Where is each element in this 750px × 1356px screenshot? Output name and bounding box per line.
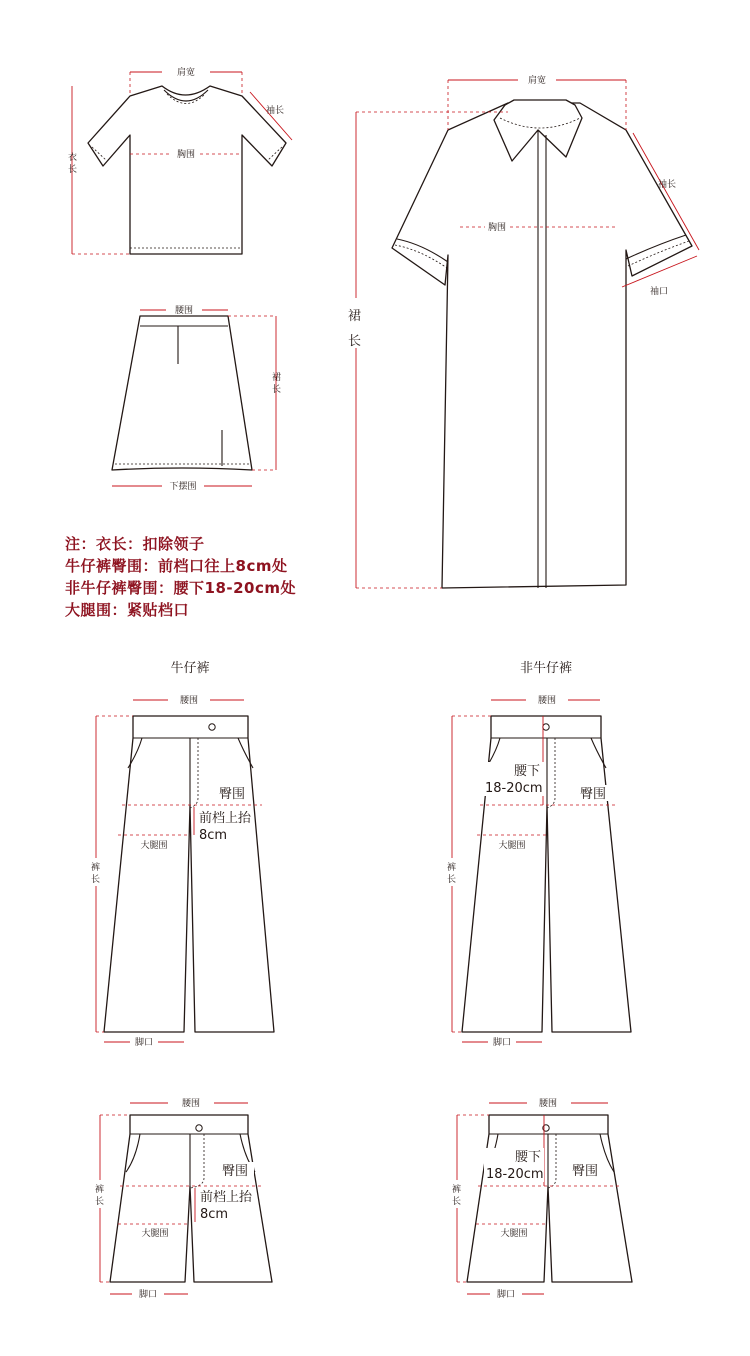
jeans-shorts-length-label-1: 裤 xyxy=(95,1185,105,1195)
non-jeans-shorts-hip-note-2: 18-20cm xyxy=(486,1167,544,1182)
non-jeans-shorts-diagram xyxy=(449,1098,632,1300)
jeans-length-label-2: 长 xyxy=(91,875,101,885)
non-jeans-waist-label: 腰围 xyxy=(537,696,557,706)
jeans-shorts-hip-note-2: 8cm xyxy=(200,1207,229,1222)
jeans-hip-label: 臀围 xyxy=(219,787,246,802)
tshirt-diagram xyxy=(68,66,292,254)
jeans-shorts-hip-label: 臀围 xyxy=(222,1164,249,1179)
jeans-shorts-button xyxy=(196,1125,202,1131)
jeans-shorts-length-label-2: 长 xyxy=(95,1197,105,1207)
jeans-shorts-waist-label: 腰围 xyxy=(181,1099,201,1109)
non-jeans-diagram xyxy=(444,660,631,1048)
tshirt-length-label-2: 长 xyxy=(68,165,78,175)
jeans-shorts-leg-label: 脚口 xyxy=(138,1290,158,1300)
jeans-shorts-hip-note-1: 前档上抬 xyxy=(200,1190,253,1205)
jeans-shorts-thigh-label: 大腿围 xyxy=(141,1229,169,1239)
jeans-leg-label: 脚口 xyxy=(134,1038,154,1048)
jeans-shorts-diagram xyxy=(92,1098,272,1300)
dress-length-label-2: 长 xyxy=(348,334,362,349)
tshirt-length-label-1: 衣 xyxy=(68,153,78,163)
note-line-2: 牛仔裤臀围：前档口往上8cm处 xyxy=(65,557,288,575)
jeans-hip-note-2: 8cm xyxy=(199,828,228,843)
jeans-hip-note-1: 前档上抬 xyxy=(199,811,252,826)
non-jeans-hip-label: 臀围 xyxy=(580,787,607,802)
non-jeans-hip-note-1: 腰下 xyxy=(514,764,541,779)
skirt-diagram xyxy=(112,305,281,492)
non-jeans-shorts-length-label-2: 长 xyxy=(452,1197,462,1207)
tshirt-shoulder-label: 肩宽 xyxy=(176,68,196,78)
note-line-1: 注：衣长：扣除领子 xyxy=(65,535,205,553)
non-jeans-hip-note-2: 18-20cm xyxy=(485,781,543,796)
dress-length-label-1: 裙 xyxy=(348,309,362,324)
dress-diagram xyxy=(346,74,699,588)
dress-cuff-label: 袖口 xyxy=(650,287,669,297)
dress-chest-label: 胸围 xyxy=(487,223,507,233)
non-jeans-shorts-outline xyxy=(467,1115,632,1282)
non-jeans-shorts-hip-note-1: 腰下 xyxy=(515,1150,542,1165)
measurement-notes xyxy=(65,533,296,621)
non-jeans-length-label-2: 长 xyxy=(447,875,457,885)
skirt-outline xyxy=(112,316,252,470)
non-jeans-shorts-length-label-1: 裤 xyxy=(452,1185,462,1195)
skirt-length-label-1: 裙 xyxy=(272,373,282,383)
jeans-outline xyxy=(104,716,274,1032)
non-jeans-length-label-1: 裤 xyxy=(447,863,457,873)
tshirt-chest-label: 胸围 xyxy=(176,150,196,160)
non-jeans-title: 非牛仔裤 xyxy=(519,661,573,676)
note-line-3: 非牛仔裤臀围：腰下18-20cm处 xyxy=(65,579,296,597)
jeans-diagram xyxy=(88,660,274,1048)
jeans-title: 牛仔裤 xyxy=(170,661,210,676)
non-jeans-leg-label: 脚口 xyxy=(492,1038,512,1048)
dress-outline xyxy=(392,103,692,588)
skirt-waist-label: 腰围 xyxy=(174,306,194,316)
skirt-hem-label: 下摆围 xyxy=(169,482,197,492)
tshirt-outline xyxy=(88,86,286,254)
jeans-length-label-1: 裤 xyxy=(91,863,101,873)
dress-shoulder-label: 肩宽 xyxy=(527,76,547,86)
skirt-length-label-2: 长 xyxy=(272,385,282,395)
non-jeans-shorts-waist-label: 腰围 xyxy=(538,1099,558,1109)
non-jeans-shorts-leg-label: 脚口 xyxy=(496,1290,516,1300)
non-jeans-button xyxy=(543,724,549,730)
dress-sleeve-label: 袖长 xyxy=(658,180,677,190)
note-line-4: 大腿围：紧贴档口 xyxy=(65,601,190,619)
non-jeans-thigh-label: 大腿围 xyxy=(498,841,526,851)
non-jeans-shorts-thigh-label: 大腿围 xyxy=(500,1229,528,1239)
tshirt-sleeve-label: 袖长 xyxy=(266,106,285,116)
jeans-waist-label: 腰围 xyxy=(179,696,199,706)
non-jeans-shorts-hip-label: 臀围 xyxy=(572,1164,599,1179)
jeans-button xyxy=(209,724,215,730)
jeans-thigh-label: 大腿围 xyxy=(140,841,168,851)
